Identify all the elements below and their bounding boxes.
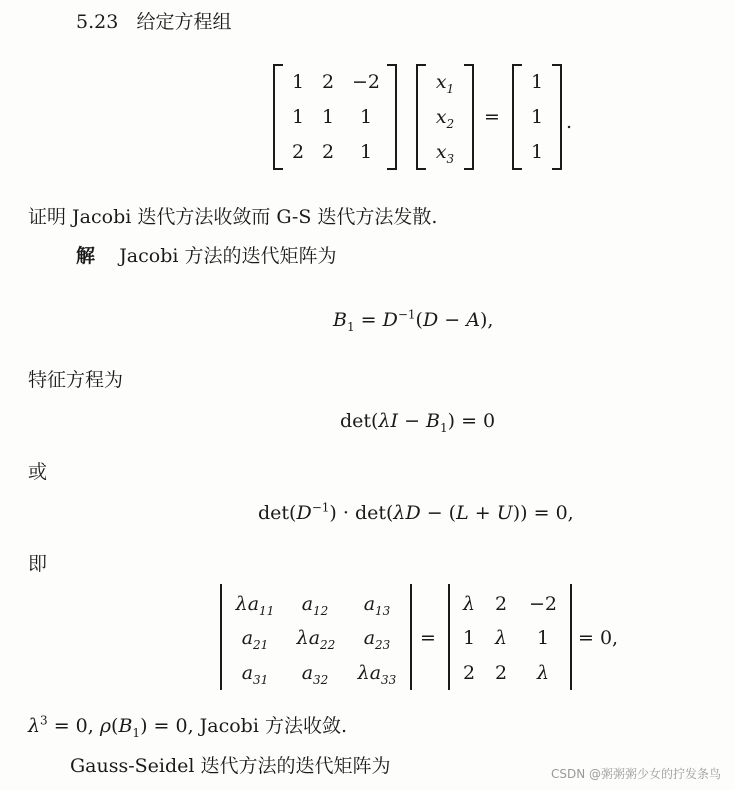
vector-cell: 1	[530, 106, 544, 128]
matrix-cell: 2	[321, 71, 335, 93]
det-cell: −2	[528, 593, 557, 615]
prove-statement: 证明 Jacobi 迭代方法收敛而 G-S 迭代方法发散.	[28, 206, 438, 228]
det-product-formula: $\det(D^{-1}) \cdot \det(\lambda D - (L + U)) = 0$,	[258, 500, 574, 524]
matrix-cell: 2	[321, 141, 335, 163]
problem-number: 5.23	[76, 11, 119, 33]
det-cell: 2	[462, 662, 476, 684]
det-cell: 2	[494, 662, 508, 684]
det-cell: λ	[462, 593, 476, 615]
vector-cell: $x_3$	[435, 141, 455, 166]
or-word: 或	[28, 461, 48, 483]
det-result: = 0,	[578, 627, 619, 649]
jacobi-matrix-formula: $B_1 = D^{-1}(D - A)$,	[333, 307, 494, 334]
watermark: CSDN @粥粥粥少女的拧发条鸟	[550, 767, 721, 781]
problem-heading	[76, 10, 231, 34]
period: .	[566, 111, 573, 133]
matrix-cell: 2	[291, 141, 305, 163]
coefficient-matrix	[273, 64, 397, 170]
ie-word: 即	[28, 553, 48, 575]
vector-cell: $x_2$	[435, 106, 455, 131]
matrix-cell: −2	[351, 71, 380, 93]
det-cell: $a_{12}$	[301, 593, 329, 618]
conclusion-tail: , Jacobi 方法收敛.	[187, 715, 347, 737]
det-cell: 1	[536, 627, 550, 649]
conclusion-line: $\lambda^3 = 0$, $\rho(B_1) = 0$, Jacobi 方法收敛.	[28, 713, 347, 740]
vector-cell: 1	[530, 141, 544, 163]
det-cell: $\lambda a_{22}$	[296, 627, 336, 652]
solution-label: 解	[76, 245, 96, 267]
matrix-cell: 1	[359, 106, 373, 128]
gs-intro: Gauss-Seidel 迭代方法的迭代矩阵为	[70, 755, 391, 777]
char-eq-intro: 特征方程为	[28, 369, 124, 391]
det-cell: λ	[536, 662, 550, 684]
det-cell: $a_{21}$	[241, 627, 269, 652]
solution-line	[76, 244, 337, 268]
vector-cell: 1	[530, 71, 544, 93]
matrix-cell: 1	[359, 141, 373, 163]
det-cell: $a_{23}$	[363, 627, 391, 652]
rhs-vector	[512, 64, 562, 170]
det-cell: $\lambda a_{33}$	[357, 662, 397, 687]
jacobi-intro: Jacobi 方法的迭代矩阵为	[119, 245, 337, 267]
unknowns-vector	[416, 64, 474, 170]
equals-sign: =	[484, 106, 500, 128]
char-eq-formula: $\det(\lambda I - B_1) = 0$	[340, 410, 496, 435]
det-cell: $\lambda a_{11}$	[235, 593, 275, 618]
det-cell: 2	[494, 593, 508, 615]
problem-title: 给定方程组	[136, 11, 232, 33]
det-cell: 1	[462, 627, 476, 649]
matrix-cell: 1	[291, 71, 305, 93]
det-left	[220, 584, 412, 690]
matrix-cell: 1	[321, 106, 335, 128]
det-cell: $a_{31}$	[241, 662, 269, 687]
det-cell: $a_{32}$	[301, 662, 329, 687]
det-cell: λ	[494, 627, 508, 649]
det-right	[448, 584, 572, 690]
matrix-cell: 1	[291, 106, 305, 128]
det-equals-sign: =	[420, 627, 436, 649]
det-cell: $a_{13}$	[363, 593, 391, 618]
vector-cell: $x_1$	[435, 71, 455, 96]
